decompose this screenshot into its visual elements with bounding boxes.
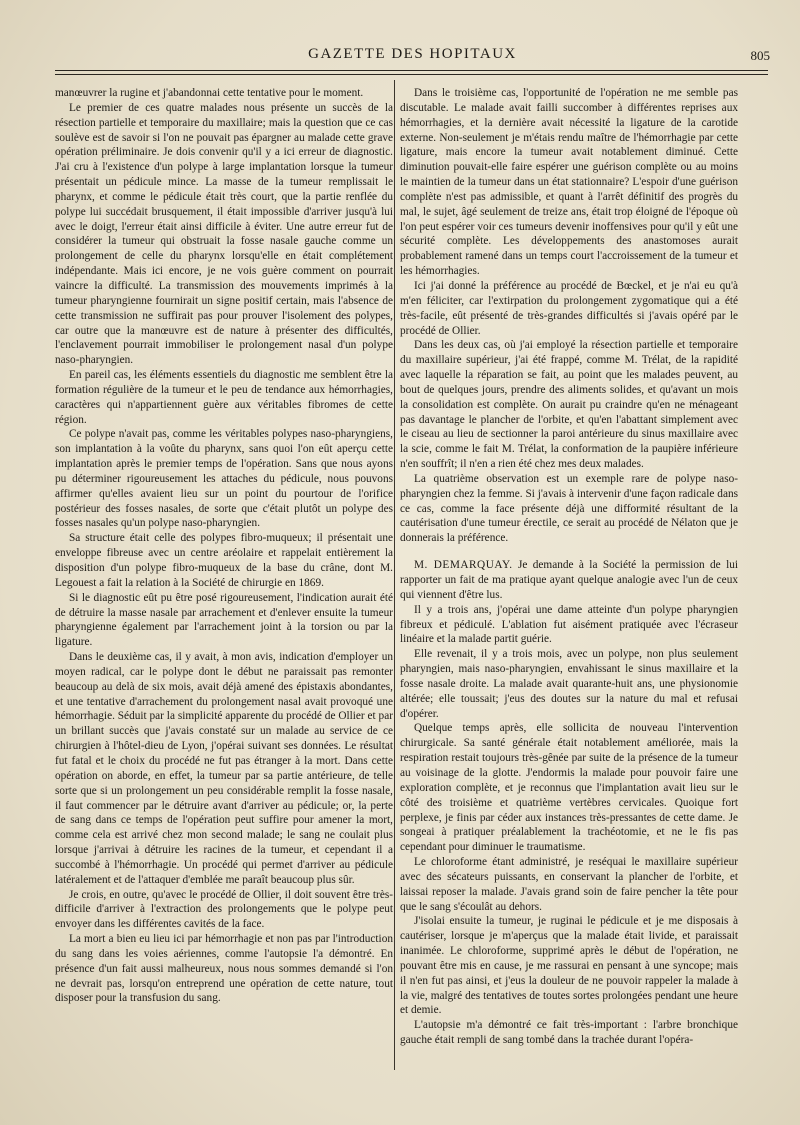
column-divider	[394, 80, 395, 1070]
paragraph: Il y a trois ans, j'opérai une dame atteinte d'un polype pharyngien fibreux et pédiculé. L'ablation fut aisément pratiquée avec l'écraseur linéaire et la malade partit guérie.	[400, 603, 738, 646]
paragraph: Dans le troisième cas, l'opportunité de l'opération ne me semble pas discutable. Le malade avait failli succomber à différentes reprises aux hémorrhagies, et la dernière avait nécessité la ligature de la carotide externe. Non-seulement je m'étais rendu maître de l'hémorrhagie par cette ligature, mais encore la tumeur avait notablement diminué. Cette diminution pouvait-elle faire espérer une guérison complète ou au moins le maintien de la tumeur dans un état stationnaire? L'espoir d'une guérison complète n'est pas admissible, et quant à l'arrêt définitif des progrès du mal, le sujet, âgé seulement de treize ans, était trop éloigné de l'époque où l'on peut espérer voir ces tumeurs devenir inoffensives pour qu'il y eût une sécurité complète. Les développements des anastomoses aurait probablement ramené dans un temps court l'accroissement de la tumeur et les hémorrhagies.	[400, 87, 738, 278]
paragraph: Ce polype n'avait pas, comme les véritables polypes naso-pharyngiens, son implantation à la voûte du pharynx, sans quoi l'on eût aperçu cette implantation après le premier temps de l'opération. Sans que nous ayons pu déterminer rigoureusement les attaches du pédicule, nous pouvons affirmer qu'elles avaient lieu sur un point du pourtour de l'orifice postérieur des fosses nasales, de sorte que c'était plutôt un polype des fosses nasales qu'un polype naso-pharyngien.	[55, 428, 393, 530]
paragraph-text: Je demande à la Société la permission de lui rapporter un fait de ma pratique ayant quelque analogie avec l'un de ceux qui viennent d'être lus.	[400, 559, 738, 601]
paragraph: L'autopsie m'a démontré ce fait très-important : l'arbre bronchique gauche était rempli de sang tombé dans la trachée durant l'opéra-	[400, 1019, 738, 1047]
paragraph: La mort a bien eu lieu ici par hémorrhagie et non pas par l'introduction du sang dans les voies aériennes, comme l'autopsie l'a démontré. En présence d'un fait aussi malheureux, nous nous sommes demandé si l'on ne devrait pas, lorsqu'on entreprend une opération de cette nature, tout disposer pour la transfusion du sang.	[55, 933, 393, 1005]
paragraph: La quatrième observation est un exemple rare de polype naso-pharyngien chez la femme. Si j'avais à intervenir d'une façon radicale dans ce cas, comme la face présente déjà une difformité résultant de la cautérisation d'une tumeur érectile, ce serait au procédé de Nélaton que je donnerais la préférence.	[400, 472, 738, 545]
paragraph: Elle revenait, il y a trois mois, avec un polype, non plus seulement pharyngien, mais naso-pharyngien, envahissant le sinus maxillaire et la fosse nasale droite. La malade avait quarante-huit ans, une physionomie altérée; elle toussait; j'eus des doutes sur la nature du mal et refusai d'opérer.	[400, 648, 738, 720]
paragraph: En pareil cas, les éléments essentiels du diagnostic me semblent être la formation régulière de la tumeur et le peu de tendance aux hémorrhagies, caractères qui n'appartiennent guère aux véritables fibromes de cette région.	[55, 369, 393, 426]
paragraph: Je crois, en outre, qu'avec le procédé de Ollier, il doit souvent être très-difficile d'arriver à l'extraction des prolongements que le polype peut envoyer dans les différentes cavités de la face.	[55, 888, 393, 931]
section-gap	[400, 546, 738, 558]
paragraph: Dans les deux cas, où j'ai employé la résection partielle et temporaire du maxillaire supérieur, j'ai été frappé, comme M. Trélat, de la rapidité avec laquelle la réparation se fait, au point que les malades peuvent, au bout de quelques jours, prendre des aliments solides, et qu'avant un mois la consolidation est complète. On aurait pu craindre qu'en ne ménageant pas davantage le plancher de l'orbite, et qu'en l'abattant simplement avec le ciseau au lieu de sectionner la paroi antérieure du sinus maxillaire avec la scie, comme le fait M. Trélat, la conformation de la paupière inférieure n'en souffrît; il n'en a rien été chez mes deux malades.	[400, 339, 738, 471]
paragraph: Si le diagnostic eût pu être posé rigoureusement, l'indication aurait été de détruire la masse nasale par arrachement et d'enlever ensuite la tumeur pharyngienne également par l'arrachement joint à la torsion ou par la ligature.	[55, 591, 393, 649]
journal-title: GAZETTE DES HOPITAUX	[308, 46, 517, 62]
left-column	[55, 86, 393, 1086]
paragraph: Le premier de ces quatre malades nous présente un succès de la résection partielle et temporaire du maxillaire; mais la question que ce cas soulève est de savoir si l'on ne pouvait pas épargner au malade cette grave opération préliminaire. Je dois convenir qu'il y a ici erreur de diagnostic. J'ai cru à l'existence d'un polype à large implantation lorsque la tumeur présentait un pédicule mince. La masse de la tumeur remplissait le pharynx, et comme le pédicule était très court, que la partie renflée du polype lui succédait brusquement, il était impossible d'arriver jusqu'à lui avec le doigt, l'erreur était ainsi difficile à éviter. Une autre erreur fut de considérer la tumeur qui obstruait la fosse nasale gauche comme un prolongement de celle du pharynx lorsqu'elle en était complétement indépendante. Mais ici encore, je ne vois guère comment on pourrait vaincre la difficulté. La transmission des mouvements imprimés à la tumeur pharyngienne fournirait un signe positif certain, mais l'absence de cette transmission ne suffirait pas pour prouver l'isolement des polypes, car outre que la manœuvre est de nature à présenter des difficultés, l'enclavement pourrait immobiliser le prolongement nasal d'un polype naso-pharyngien.	[55, 101, 393, 367]
header-rule-secondary	[55, 74, 768, 75]
page-header	[55, 46, 770, 68]
paragraph: Ici j'ai donné la préférence au procédé de Bœckel, et je n'ai eu qu'à m'en féliciter, car l'extirpation du prolongement zygomatique qui a été très-facile, eût présenté de très-grandes difficultés si j'avais opéré par le procédé de Ollier.	[400, 279, 738, 337]
paragraph: Le chloroforme étant administré, je reséquai le maxillaire supérieur avec des sécateurs puissants, en conservant la plancher de l'orbite, et laissai reposer la malade. J'avais grand soin de faire pencher la tête pour que le sang s'écoulât au dehors.	[400, 856, 738, 913]
header-rule	[55, 70, 768, 71]
paragraph: manœuvrer la rugine et j'abandonnai cette tentative pour le moment.	[55, 87, 364, 99]
paragraph: Sa structure était celle des polypes fibro-muqueux; il présentait une enveloppe fibreuse avec un centre aréolaire et rappelait entièrement la disposition d'un polype fibro-muqueux de la base du crâne, dont M. Legouest a fait la relation à la Société de chirurgie en 1869.	[55, 532, 393, 589]
paragraph: Quelque temps après, elle sollicita de nouveau l'intervention chirurgicale. Sa santé générale était notablement améliorée, mais la respiration restait toujours très-gênée par suite de la présence de la tumeur au voisinage de la glotte. J'endormis la malade pour pouvoir faire une exploration complète, et je reconnus que l'implantation avait lieu sur le côté des troisième et quatrième vertèbres cervicales. Quoique fort perplexe, je finis par céder aux instances très-pressantes de cette dame. Je songeai à pratiquer préalablement la trachéotomie, et ne le fis pas cependant pour diminuer le traumatisme.	[400, 722, 738, 854]
paragraph: J'isolai ensuite la tumeur, je ruginai le pédicule et je me disposais à cautériser, lorsque je m'aperçus que la malade était livide, et paraissait inanimée. Le chloroforme, supprimé après le début de l'opération, ne pouvant être mis en cause, je me rassurai en pensant à une syncope; mais il n'en fut pas ainsi, et j'eus la douleur de ne pouvoir rappeler la malade à la vie, malgré des tentatives de toutes sortes prolongées pendant une heure et demie.	[400, 915, 738, 1017]
right-column	[400, 86, 738, 1086]
page-number: 805	[750, 48, 770, 63]
speaker-name: M. DEMARQUAY.	[414, 559, 513, 572]
speaker-paragraph	[400, 558, 738, 603]
paragraph: Dans le deuxième cas, il y avait, à mon avis, indication d'employer un moyen radical, car le polype dont le début ne paraissait pas remonter beaucoup au delà de six mois, avait déjà amené des épistaxis abondantes, et une tentative d'arrachement du prolongement nasal avait provoqué une hémorrhagie. Séduit par la simplicité apparente du procédé de Ollier et par un brillant succès que j'avais constaté sur un malade au service de ce chirurgien à l'hôtel-dieu de Lyon, j'opérai suivant ses données. Le résultat fut fatal et le choix du procédé ne fut pas étranger à la mort. Dans cette opération on aborde, en effet, la tumeur par sa partie antérieure, de telle sorte que si un prolongement un peu considérable remplit la fosse nasale, il faut commencer par le détruire avant d'arriver au pédicule; or, la perte de sang dans ce temps de l'opération peut suffire pour amener la mort, comme cela est arrivé chez mon second malade; le sang ne coulait plus lorsque j'arrivai à détruire les racines de la tumeur, et cependant il a succombé à l'hémorrhagie. Un procédé qui permet d'arriver au pédicule latéralement et de l'attaquer d'emblée me paraît beaucoup plus sûr.	[55, 651, 393, 886]
